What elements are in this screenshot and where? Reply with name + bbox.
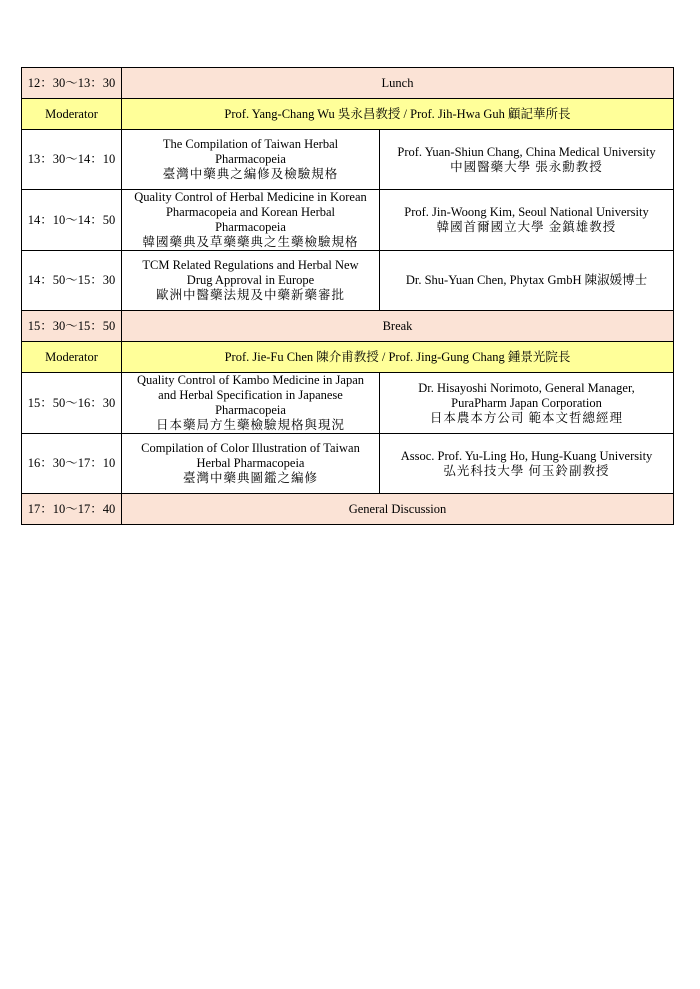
break-label: General Discussion	[122, 494, 674, 525]
topic-line-zh: 韓國藥典及草藥藥典之生藥檢驗規格	[142, 235, 359, 249]
break-row	[22, 311, 674, 342]
moderator-row	[22, 342, 674, 373]
time-cell: 13：30～14：10	[22, 130, 122, 190]
topic-line: Drug Approval in Europe	[186, 273, 315, 287]
session-row	[22, 373, 674, 434]
speaker-line: Assoc. Prof. Yu-Ling Ho, Hung-Kuang University	[400, 448, 653, 463]
topic-cell	[122, 434, 380, 494]
schedule-table	[21, 67, 674, 525]
speaker-cell	[380, 130, 674, 190]
topic-line: Pharmacopeia	[215, 220, 286, 234]
time-cell: 14：10～14：50	[22, 190, 122, 251]
break-label: Lunch	[122, 68, 674, 99]
session-row	[22, 434, 674, 494]
speaker-cell	[380, 434, 674, 494]
moderator-label: Moderator	[22, 342, 122, 373]
topic-line: Pharmacopeia	[215, 152, 286, 166]
speaker-cell	[380, 190, 674, 251]
speaker-cell	[380, 373, 674, 434]
time-cell: 15：50～16：30	[22, 373, 122, 434]
break-row-lunch	[22, 68, 674, 99]
speaker-line: PuraPharm Japan Corporation	[451, 395, 602, 410]
topic-line: Quality Control of Kambo Medicine in Japan	[136, 373, 365, 387]
topic-line: Quality Control of Herbal Medicine in Korean	[134, 190, 367, 204]
topic-cell	[122, 130, 380, 190]
time-cell: 14：50～15：30	[22, 251, 122, 311]
moderator-names: Prof. Jie-Fu Chen 陳介甫教授 / Prof. Jing-Gung Chang 鍾景光院長	[122, 342, 674, 373]
time-cell: 17：10～17：40	[22, 494, 122, 525]
time-cell: 16：30～17：10	[22, 434, 122, 494]
session-row	[22, 190, 674, 251]
speaker-line-zh: 韓國首爾國立大學 金鎮雄教授	[436, 220, 617, 234]
speaker-line: Prof. Yuan-Shiun Chang, China Medical University	[397, 144, 656, 159]
topic-line-zh: 歐洲中醫藥法規及中藥新藥審批	[155, 288, 345, 302]
topic-cell	[122, 251, 380, 311]
topic-cell	[122, 373, 380, 434]
session-row	[22, 251, 674, 311]
speaker-cell	[380, 251, 674, 311]
topic-line-zh: 臺灣中藥典之編修及檢驗規格	[162, 167, 339, 181]
break-label: Break	[122, 311, 674, 342]
session-row	[22, 130, 674, 190]
topic-line: Compilation of Color Illustration of Taiwan	[141, 441, 360, 455]
speaker-line: Prof. Jin-Woong Kim, Seoul National University	[404, 205, 649, 219]
speaker-line-zh: 中國醫藥大學 張永勳教授	[450, 159, 603, 174]
speaker-line-zh: 日本農本方公司 範本文哲總經理	[429, 410, 624, 425]
topic-line: and Herbal Specification in Japanese	[158, 388, 343, 402]
topic-line: Herbal Pharmacopeia	[196, 456, 305, 470]
speaker-line: Dr. Shu-Yuan Chen, Phytax GmbH 陳淑媛博士	[405, 273, 648, 287]
moderator-label: Moderator	[22, 99, 122, 130]
topic-cell	[122, 190, 380, 251]
topic-line: TCM Related Regulations and Herbal New	[142, 258, 359, 272]
time-cell: 12：30～13：30	[22, 68, 122, 99]
topic-line-zh: 日本藥局方生藥檢驗規格與現況	[155, 418, 345, 432]
speaker-line-zh: 弘光科技大學 何玉鈴副教授	[443, 463, 610, 478]
topic-line: Pharmacopeia and Korean Herbal	[165, 205, 336, 219]
time-cell: 15：30～15：50	[22, 311, 122, 342]
break-row-general-discussion	[22, 494, 674, 525]
topic-line-zh: 臺灣中藥典圖鑑之編修	[182, 471, 318, 485]
topic-line: The Compilation of Taiwan Herbal	[162, 137, 339, 151]
topic-line: Pharmacopeia	[215, 403, 286, 417]
moderator-row	[22, 99, 674, 130]
moderator-names: Prof. Yang-Chang Wu 吳永昌教授 / Prof. Jih-Hwa Guh 顧記華所長	[122, 99, 674, 130]
speaker-line: Dr. Hisayoshi Norimoto, General Manager,	[418, 380, 635, 395]
